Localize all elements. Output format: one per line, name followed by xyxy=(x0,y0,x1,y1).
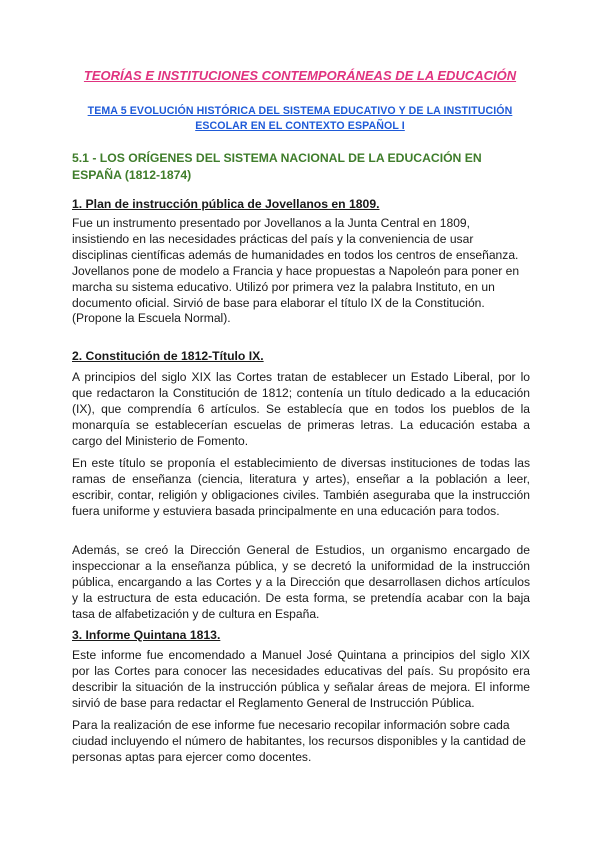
subsection-heading-jovellanos: 1. Plan de instrucción pública de Jovellanos en 1809. xyxy=(72,197,380,211)
paragraph: Para la realización de ese informe fue necesario recopilar información sobre cada ciudad incluyendo el número de habitantes, los recursos disponibles y la cantidad de personas aptas para ejercer como docentes. xyxy=(72,718,526,764)
section-heading: 5.1 - LOS ORÍGENES DEL SISTEMA NACIONAL DE LA EDUCACIÓN EN ESPAÑA (1812-1874) xyxy=(72,151,482,182)
paragraph: Este informe fue encomendado a Manuel José Quintana a principios del siglo XIX por las Cortes para conocer las necesidades educativas del país. Su propósito era describir la situación de la instrucción pública y señalar áreas de mejora. El informe sirvió de base para redactar el Reglamento General de Instrucción Pública. xyxy=(72,648,530,710)
paragraph: Además, se creó la Dirección General de Estudios, un organismo encargado de inspeccionar a la enseñanza pública, y se decretó la uniformidad de la instrucción pública, encargando a las Cortes y a la Dirección que desarrollasen dichos artículos y la estructura de esta educación. De esta forma, se pretendía acabar con la baja tasa de alfabetización y de cultura en España. xyxy=(72,543,530,621)
document-subtitle: TEMA 5 EVOLUCIÓN HISTÓRICA DEL SISTEMA EDUCATIVO Y DE LA INSTITUCIÓN ESCOLAR EN EL CONTEXTO ESPAÑOL I xyxy=(87,105,513,132)
document-title: TEORÍAS E INSTITUCIONES CONTEMPORÁNEAS DE LA EDUCACIÓN xyxy=(83,68,517,83)
paragraph: En este título se proponía el establecimiento de diversas instituciones de todas las ramas de enseñanza (ciencia, literatura y artes), enseñar a la población a leer, escribir, contar, religión y obligaciones civiles. También aseguraba que la instrucción fuera uniforme y estuviera basada principalmente en una educación para todos. xyxy=(72,456,530,518)
subsection-heading-constitucion: 2. Constitución de 1812-Título IX. xyxy=(72,349,264,363)
paragraph: Fue un instrumento presentado por Jovellanos a la Junta Central en 1809, insistiendo en las necesidades prácticas del país y la conveniencia de usar disciplinas científicas además de humanidades en todos los centros de enseñanza. Jovellanos pone de modelo a Francia y hace propuestas a Napoleón para poner en marcha su sistema educativo. Utilizó por primera vez la palabra Instituto, en un documento oficial. Sirvió de base para elaborar el título IX de la Constitución. (Propone la Escuela Normal). xyxy=(72,216,520,326)
subsection-heading-quintana: 3. Informe Quintana 1813. xyxy=(72,628,221,642)
paragraph: A principios del siglo XIX las Cortes tratan de establecer un Estado Liberal, por lo que redactaron la Constitución de 1812; contenía un título dedicado a la educación (IX), que comprendía 6 artículos. Se establecía que en todos los pueblos de la monarquía se establecerían escuelas de primeras letras. La educación estaba a cargo del Ministerio de Fomento. xyxy=(72,370,530,448)
